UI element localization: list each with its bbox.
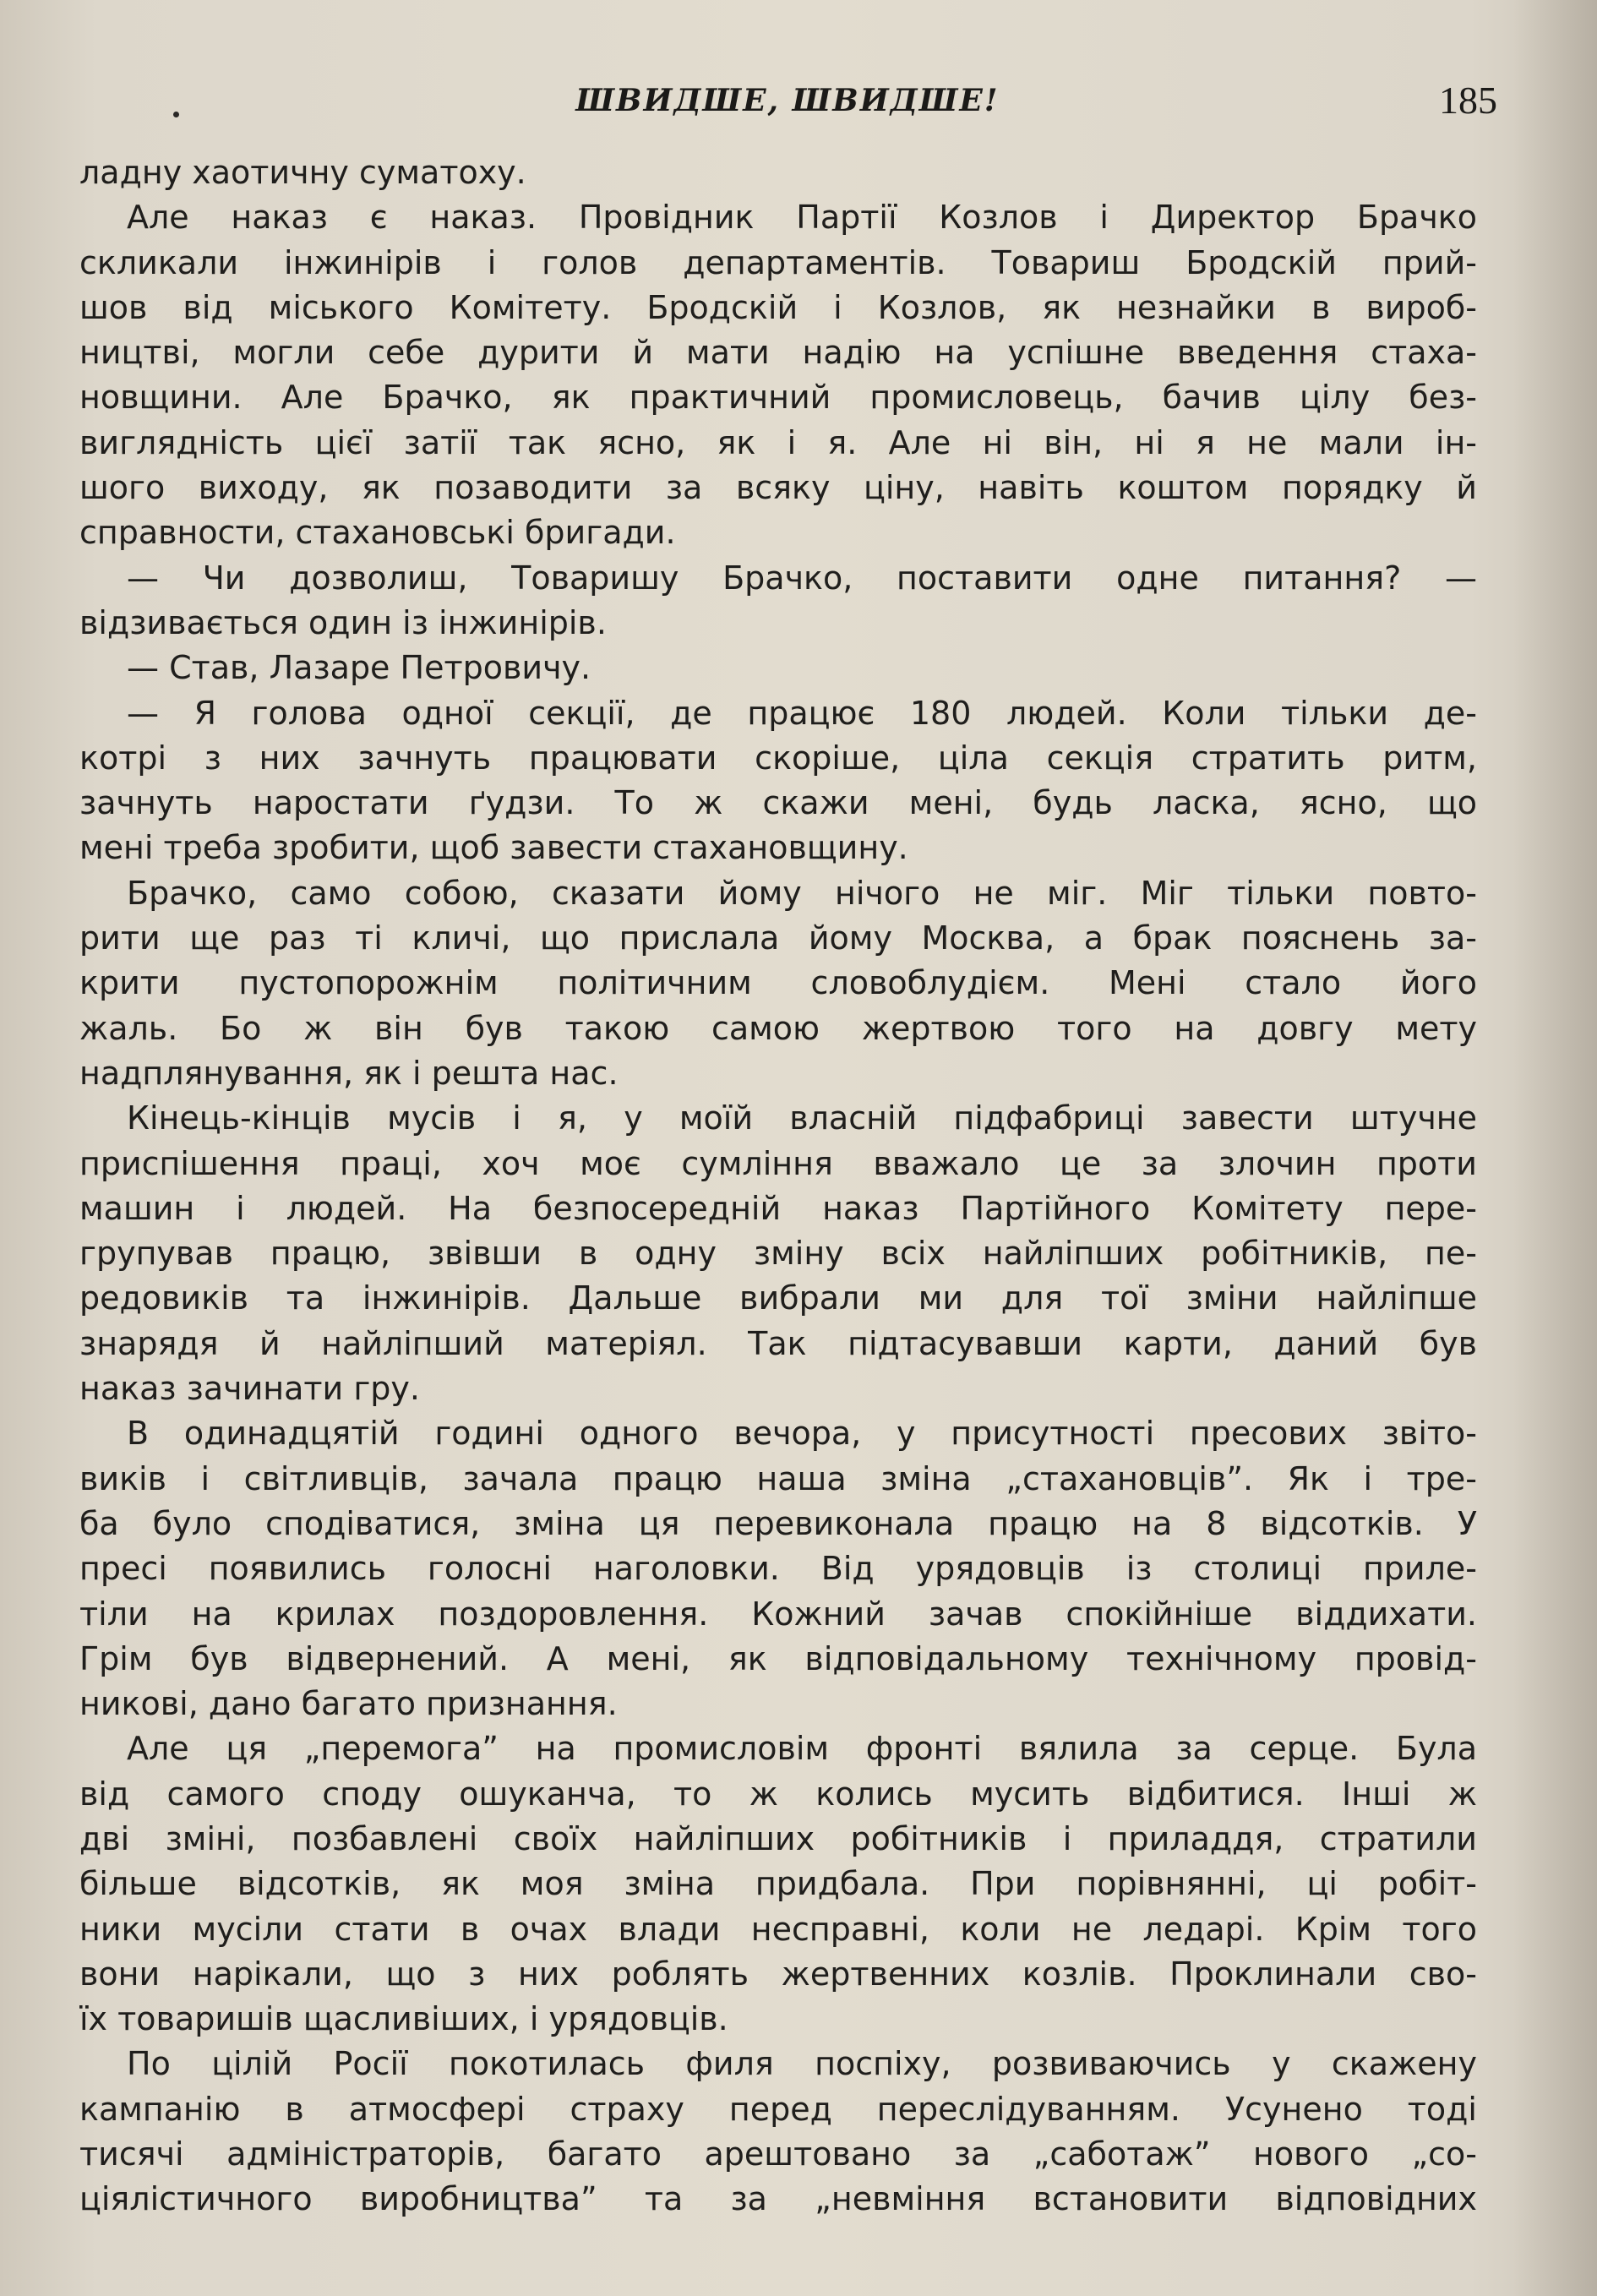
body-text xyxy=(79,150,1477,2222)
text-line: шого виходу, як позаводити за всяку ціну, навіть коштом порядку й xyxy=(79,469,1477,507)
text-line: По цілій Росії покотилась филя поспіху, розвиваючись у скажену xyxy=(127,2045,1477,2083)
text-line: новщини. Але Брачко, як практичний промисловець, бачив цілу без- xyxy=(79,379,1477,417)
text-line: жаль. Бо ж він був такою самою жертвою того на довгу мету xyxy=(79,1009,1477,1047)
text-line: Але ця „перемога” на промисловім фронті вялила за серце. Була xyxy=(127,1730,1477,1768)
page-number: 185 xyxy=(1439,79,1497,122)
header-dot-mark xyxy=(173,112,179,117)
text-line: тисячі адміністраторів, багато арештовано за „саботаж” нового „со- xyxy=(79,2135,1477,2173)
text-line: справности, стахановські бригади. xyxy=(79,514,676,552)
text-line: від самого споду ошуканча, то ж колись мусить відбитися. Інші ж xyxy=(79,1775,1477,1813)
text-line: виків і світливців, зачала працю наша зміна „стахановців”. Як і тре- xyxy=(79,1459,1477,1497)
text-line: кампанію в атмосфері страху перед переслідуванням. Усунено тоді xyxy=(79,2090,1477,2128)
text-line: — Став, Лазаре Петровичу. xyxy=(127,649,591,687)
text-line: виглядність цієї затії так ясно, як і я. Але ні він, ні я не мали ін- xyxy=(79,423,1477,461)
text-line: ники мусіли стати в очах влади несправні, коли не ледарі. Крім того xyxy=(79,1910,1477,1948)
text-line: редовиків та інжинірів. Дальше вибрали ми для тої зміни найліпше xyxy=(79,1279,1477,1317)
text-line: скликали інжинірів і голов департаментів. Товариш Бродскій прий- xyxy=(79,243,1477,281)
text-line: крити пустопорожнім політичним словоблудієм. Мені стало його xyxy=(79,964,1477,1002)
text-line: приспішення праці, хоч моє сумління вважало це за злочин проти xyxy=(79,1144,1477,1182)
text-line: В одинадцятій годині одного вечора, у присутності пресових звіто- xyxy=(127,1415,1477,1453)
text-line: тіли на крилах поздоровлення. Кожний зачав спокійніше віддихати. xyxy=(79,1595,1477,1633)
text-line: машин і людей. На безпосередній наказ Партійного Комітету пере- xyxy=(79,1189,1477,1227)
text-line: Але наказ є наказ. Провідник Партії Козлов і Директор Брачко xyxy=(127,199,1477,237)
text-line: рити ще раз ті кличі, що прислала йому Москва, а брак пояснень за- xyxy=(79,919,1477,957)
text-line: Кінець-кінців мусів і я, у моїй власній підфабриці завести штучне xyxy=(127,1099,1477,1137)
text-line: дві зміні, позбавлені своїх найліпших робітників і приладдя, стратили xyxy=(79,1819,1477,1857)
text-line: більше відсотків, як моя зміна придбала. При порівнянні, ці робіт- xyxy=(79,1865,1477,1903)
text-line: їх товаришів щасливіших, і урядовців. xyxy=(79,2000,728,2038)
text-line: ціялістичного виробництва” та за „невміння встановити відповідних xyxy=(79,2180,1477,2218)
text-line: мені треба зробити, щоб завести стахановщину. xyxy=(79,829,908,867)
text-line: Грім був відвернений. А мені, як відповідальному технічному провід- xyxy=(79,1639,1477,1677)
running-title: ШВИДШЕ, ШВИДШЕ! xyxy=(575,83,1000,118)
page-edge-shadow xyxy=(1513,0,1597,2296)
text-line: групував працю, звівши в одну зміну всіх найліпших робітників, пе- xyxy=(79,1235,1477,1273)
text-line: пресі появились голосні наголовки. Від урядовців із столиці приле- xyxy=(79,1550,1477,1588)
text-line: знарядя й найліпший матеріял. Так підтасувавши карти, даний був xyxy=(79,1324,1477,1362)
text-line: — Я голова одної секції, де працює 180 людей. Коли тільки де- xyxy=(127,694,1477,732)
text-line: Брачко, само собою, сказати йому нічого не міг. Міг тільки повто- xyxy=(127,874,1477,912)
text-line: наказ зачинати гру. xyxy=(79,1370,420,1408)
text-line: надплянування, як і решта нас. xyxy=(79,1054,619,1092)
text-line: відзивається один із інжинірів. xyxy=(79,603,607,641)
text-line: ладну хаотичну суматоху. xyxy=(79,154,526,191)
text-line: — Чи дозволиш, Товаришу Брачко, поставити одне питання? — xyxy=(127,559,1477,597)
text-line: зачнуть наростати ґудзи. То ж скажи мені, будь ласка, ясно, що xyxy=(79,784,1477,822)
text-line: шов від міського Комітету. Бродскій і Козлов, як незнайки в вироб- xyxy=(79,288,1477,326)
text-line: никові, дано багато признання. xyxy=(79,1685,618,1723)
page-header xyxy=(78,79,1497,134)
text-line: вони нарікали, що з них роблять жертвенних козлів. Проклинали сво- xyxy=(79,1955,1477,1993)
text-line: ба було сподіватися, зміна ця перевиконала працю на 8 відсотків. У xyxy=(79,1504,1477,1542)
text-line: ництві, могли себе дурити й мати надію на успішне введення стаха- xyxy=(79,334,1477,372)
text-line: котрі з них зачнуть працювати скоріше, ціла секція стратить ритм, xyxy=(79,739,1477,777)
